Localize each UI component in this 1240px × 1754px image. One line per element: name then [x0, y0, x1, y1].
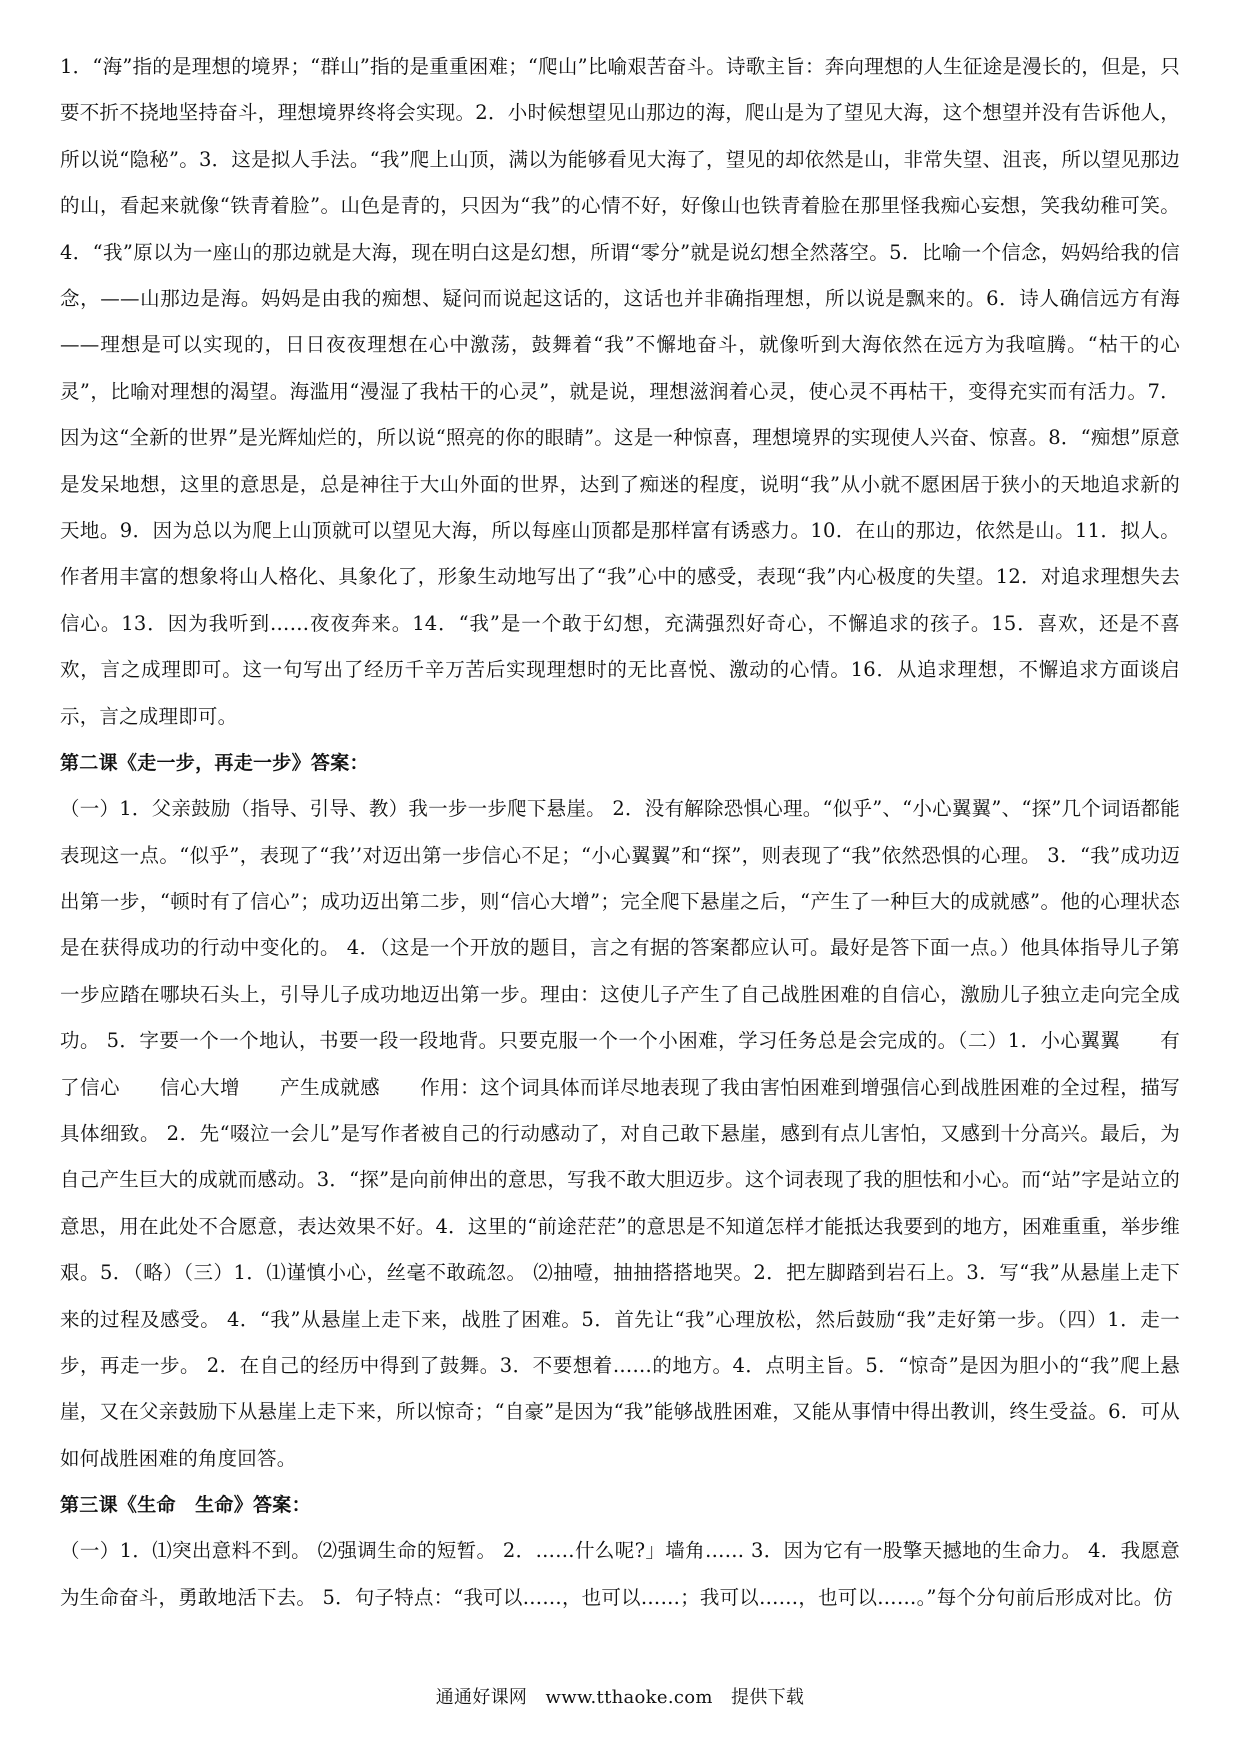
lesson2-answers: （一）1．父亲鼓励（指导、引导、教）我一步一步爬下悬崖。 2．没有解除恐惧心理。“似乎”、“小心翼翼”、“探”几个词语都能表现这一点。“似乎”，表现了“我’’对迈出第一步信心不足；“小心翼翼”和“探”，则表现了“我”依然恐惧的心理。 3．“我”成功迈出第一步，“顿时有了信心”；成功迈出第二步，则“信心大增”；完全爬下悬崖之后，“产生了一种巨大的成就感”。他的心理状态是在获得成功的行动中变化的。 4．（这是一个开放的题目，言之有据的答案都应认可。最好是答下面一点。）他具体指导儿子第一步应踏在哪块石头上，引导儿子成功地迈出第一步。理由：这使儿子产生了自己战胜困难的自信心，激励儿子独立走向完全成功。 5．字要一个一个地认，书要一段一段地背。只要克服一个一个小困难，学习任务总是会完成的。（二）1．小心翼翼 有了信心 信心大增 产生成就感 作用：这个词具体而详尽地表现了我由害怕困难到增强信心到战胜困难的全过程，描写具体细致。 2．先“啜泣一会儿”是写作者被自己的行动感动了，对自己敢下悬崖，感到有点儿害怕，又感到十分高兴。最后，为自己产生巨大的成就而感动。3．“探”是向前伸出的意思，写我不敢大胆迈步。这个词表现了我的胆怯和小心。而“站”字是站立的意思，用在此处不合愿意，表达效果不好。4．这里的“前途茫茫”的意思是不知道怎样才能抵达我要到的地方，困难重重，举步维艰。5．（略）（三）1．⑴谨慎小心，丝毫不敢疏忽。 ⑵抽噎，抽抽搭搭地哭。2．把左脚踏到岩石上。3．写“我”从悬崖上走下来的过程及感受。 4．“我”从悬崖上走下来，战胜了困难。5．首先让“我”心理放松，然后鼓励“我”走好第一步。（四）1．走一步，再走一步。 2．在自己的经历中得到了鼓舞。3．不要想着……的地方。4．点明主旨。5．“惊奇”是因为胆小的“我”爬上悬崖，又在父亲鼓励下从悬崖上走下来，所以惊奇；“自豪”是因为“我”能够战胜困难，又能从事情中得出教训，终生受益。6．可从如何战胜困难的角度回答。 — [60, 797, 1180, 1470]
lesson1-answers: 1．“海”指的是理想的境界；“群山”指的是重重困难；“爬山”比喻艰苦奋斗。诗歌主旨：奔向理想的人生征途是漫长的，但是，只要不折不挠地坚持奋斗，理想境界终将会实现。2．小时候想望见山那边的海，爬山是为了望见大海，这个想望并没有告诉他人，所以说“隐秘”。3．这是拟人手法。“我”爬上山顶，满以为能够看见大海了，望见的却依然是山，非常失望、沮丧，所以望见那边的山，看起来就像“铁青着脸”。山色是青的，只因为“我”的心情不好，好像山也铁青着脸在那里怪我痴心妄想，笑我幼稚可笑。4．“我”原以为一座山的那边就是大海，现在明白这是幻想，所谓“零分”就是说幻想全然落空。5．比喻一个信念，妈妈给我的信念，——山那边是海。妈妈是由我的痴想、疑问而说起这话的，这话也并非确指理想，所以说是飘来的。6．诗人确信远方有海——理想是可以实现的，日日夜夜理想在心中激荡，鼓舞着“我”不懈地奋斗，就像听到大海依然在远方为我喧腾。“枯干的心灵”，比喻对理想的渴望。海滥用“漫湿了我枯干的心灵”，就是说，理想滋润着心灵，使心灵不再枯干，变得充实而有活力。7．因为这“全新的世界”是光辉灿烂的，所以说“照亮的你的眼睛”。这是一种惊喜，理想境界的实现使人兴奋、惊喜。8．“痴想”原意是发呆地想，这里的意思是，总是神往于大山外面的世界，达到了痴迷的程度，说明“我”从小就不愿困居于狭小的天地追求新的天地。9．因为总以为爬上山顶就可以望见大海，所以每座山顶都是那样富有诱惑力。10．在山的那边，依然是山。11．拟人。作者用丰富的想象将山人格化、具象化了，形象生动地写出了“我”心中的感受，表现“我”内心极度的失望。12．对追求理想失去信心。13．因为我听到……夜夜奔来。14．“我”是一个敢于幻想，充满强烈好奇心，不懈追求的孩子。15．喜欢，还是不喜欢，言之成理即可。这一句写出了经历千辛万苦后实现理想时的无比喜悦、激动的心情。16．从追求理想，不懈追求方面谈启示，言之成理即可。 — [60, 55, 1180, 728]
lesson3-heading: 第三课《生命 生命》答案： — [60, 1494, 311, 1517]
page-footer: 通通好课网 www.tthaoke.com 提供下载 — [435, 1687, 805, 1708]
document-page — [60, 44, 1180, 1621]
lesson2-heading: 第二课《走一步，再走一步》答案： — [60, 752, 369, 775]
lesson3-answers: （一）1．⑴突出意料不到。 ⑵强调生命的短暂。 2．……什么呢?」墙角…… 3．因为它有一股擎天撼地的生命力。 4．我愿意为生命奋斗，勇敢地活下去。 5．句子特点：“我可以……，也可以……；我可以……，也可以……。”每个分句前后形成对比。仿 — [60, 1539, 1180, 1609]
